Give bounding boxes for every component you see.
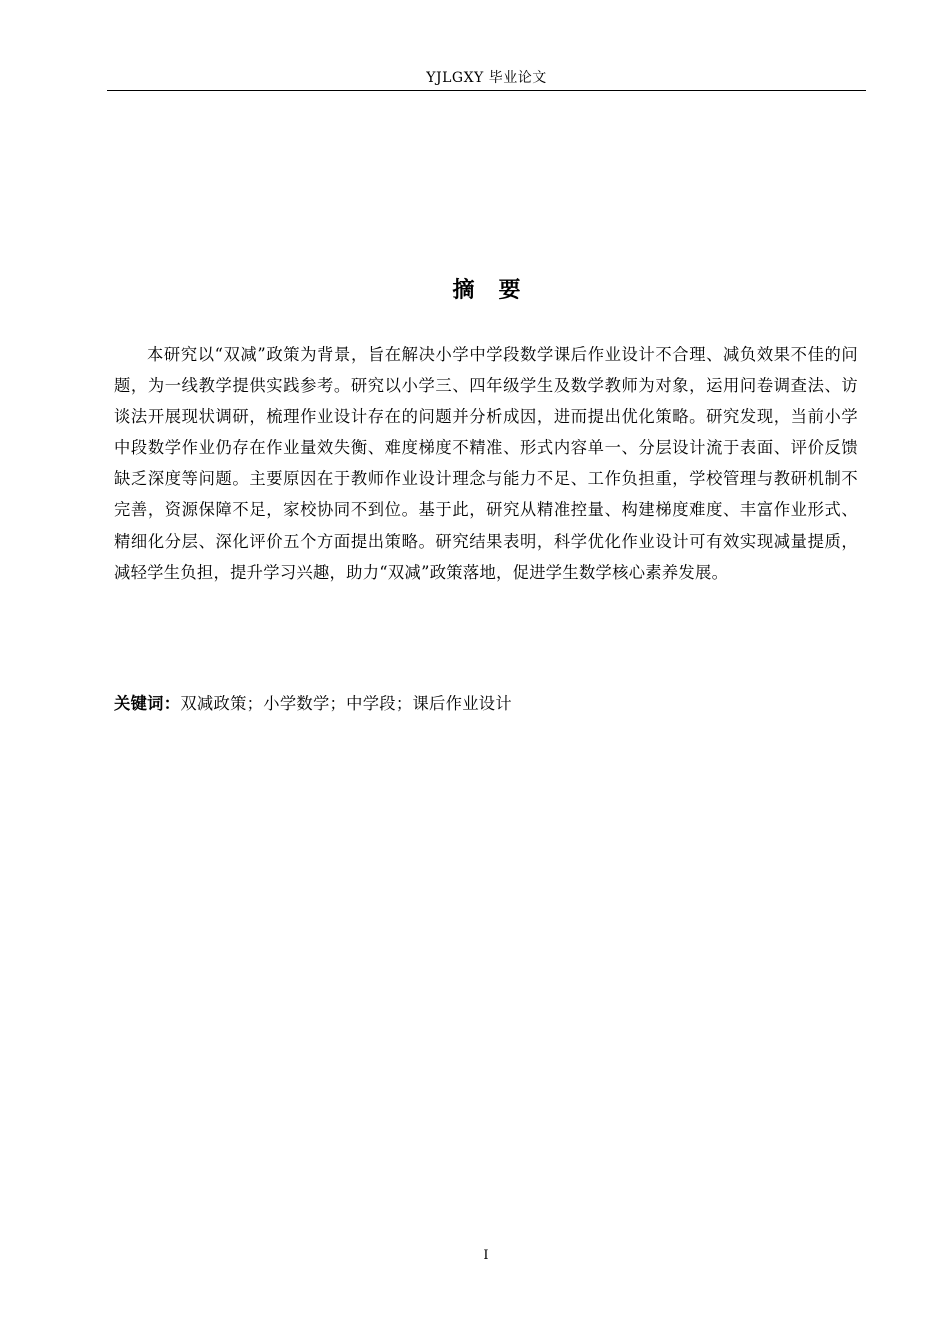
header-rule: [107, 90, 866, 91]
abstract-body: 本研究以“双减”政策为背景，旨在解决小学中学段数学课后作业设计不合理、减负效果不佳的问题，为一线教学提供实践参考。研究以小学三、四年级学生及数学教师为对象，运用问卷调查法、访谈法开展现状调研，梳理作业设计存在的问题并分析成因，进而提出优化策略。研究发现，当前小学中段数学作业仍存在作业量效失衡、难度梯度不精准、形式内容单一、分层设计流于表面、评价反馈缺乏深度等问题。主要原因在于教师作业设计理念与能力不足、工作负担重，学校管理与教研机制不完善，资源保障不足，家校协同不到位。基于此，研究从精准控量、构建梯度难度、丰富作业形式、精细化分层、深化评价五个方面提出策略。研究结果表明，科学优化作业设计可有效实现减量提质，减轻学生负担，提升学习兴趣，助力“双减”政策落地，促进学生数学核心素养发展。: [114, 345, 858, 582]
page-header: YJLGXY 毕业论文: [426, 70, 547, 86]
keywords-line: [114, 690, 858, 718]
abstract-title: 摘要: [452, 278, 545, 303]
keywords-value: 双减政策；小学数学；中学段；课后作业设计: [180, 694, 512, 713]
page-number: I: [483, 1248, 489, 1263]
keywords-label: 关键词：: [114, 694, 181, 713]
